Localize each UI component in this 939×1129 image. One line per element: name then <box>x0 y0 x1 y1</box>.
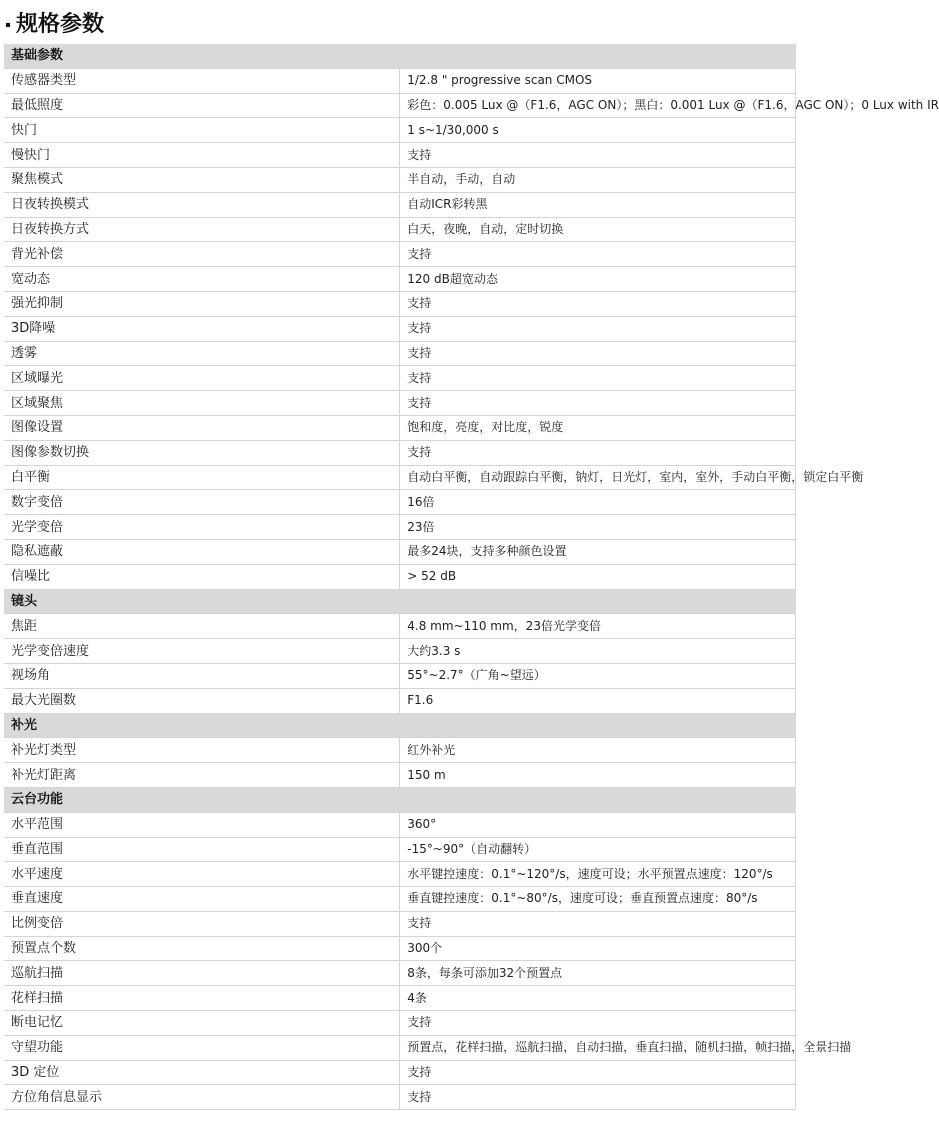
table-row <box>4 242 796 267</box>
table-row <box>4 490 796 515</box>
spec-key: 焦距 <box>4 614 400 639</box>
spec-value: 支持 <box>400 1085 796 1110</box>
spec-value: 1 s~1/30,000 s <box>400 118 796 143</box>
table-row <box>4 564 796 589</box>
table-row <box>4 688 796 713</box>
spec-key: 水平范围 <box>4 812 400 837</box>
section-title: 镜头 <box>4 589 796 614</box>
spec-key: 巡航扫描 <box>4 961 400 986</box>
title-bullet <box>6 23 10 27</box>
spec-value: 最多24块，支持多种颜色设置 <box>400 539 796 564</box>
spec-value: 预置点，花样扫描，巡航扫描，自动扫描，垂直扫描，随机扫描，帧扫描，全景扫描 <box>400 1035 796 1060</box>
table-row <box>4 936 796 961</box>
table-row <box>4 614 796 639</box>
spec-key: 背光补偿 <box>4 242 400 267</box>
table-row <box>4 837 796 862</box>
spec-value: 垂直键控速度：0.1°~80°/s，速度可设；垂直预置点速度：80°/s <box>400 887 796 912</box>
spec-key: 日夜转换方式 <box>4 217 400 242</box>
section-header <box>4 44 796 68</box>
spec-value: 55°~2.7°（广角~望远） <box>400 663 796 688</box>
table-row <box>4 167 796 192</box>
spec-key: 区域聚焦 <box>4 391 400 416</box>
spec-key: 水平速度 <box>4 862 400 887</box>
page-title-text: 规格参数 <box>16 12 105 37</box>
spec-value: 支持 <box>400 242 796 267</box>
spec-value: 白天，夜晚，自动，定时切换 <box>400 217 796 242</box>
table-row <box>4 986 796 1011</box>
spec-table-body <box>4 44 939 1110</box>
spec-key: 聚焦模式 <box>4 167 400 192</box>
table-row <box>4 539 796 564</box>
table-row <box>4 366 796 391</box>
table-row <box>4 316 796 341</box>
table-row <box>4 911 796 936</box>
spec-key: 慢快门 <box>4 143 400 168</box>
spec-key: 图像设置 <box>4 415 400 440</box>
spec-value: 自动白平衡，自动跟踪白平衡，钠灯，日光灯，室内，室外，手动白平衡，锁定白平衡 <box>400 465 796 490</box>
section-title: 云台功能 <box>4 787 796 812</box>
table-row <box>4 391 796 416</box>
table-row <box>4 68 796 93</box>
spec-key: 补光灯距离 <box>4 763 400 788</box>
spec-value: 8条，每条可添加32个预置点 <box>400 961 796 986</box>
spec-value: 饱和度，亮度，对比度，锐度 <box>400 415 796 440</box>
spec-key: 最大光圈数 <box>4 688 400 713</box>
table-row <box>4 93 796 118</box>
spec-key: 方位角信息显示 <box>4 1085 400 1110</box>
spec-key: 日夜转换模式 <box>4 192 400 217</box>
section-title: 基础参数 <box>4 44 796 68</box>
spec-value: 支持 <box>400 291 796 316</box>
spec-value: 300个 <box>400 936 796 961</box>
section-header <box>4 713 796 738</box>
spec-value: 150 m <box>400 763 796 788</box>
table-row <box>4 192 796 217</box>
spec-value: F1.6 <box>400 688 796 713</box>
section-header <box>4 787 796 812</box>
table-row <box>4 143 796 168</box>
spec-key: 视场角 <box>4 663 400 688</box>
spec-value: 半自动，手动，自动 <box>400 167 796 192</box>
spec-key: 快门 <box>4 118 400 143</box>
spec-key: 3D降噪 <box>4 316 400 341</box>
spec-key: 垂直范围 <box>4 837 400 862</box>
table-row <box>4 1085 796 1110</box>
spec-value: 支持 <box>400 1011 796 1036</box>
table-row <box>4 738 796 763</box>
spec-key: 光学变倍速度 <box>4 639 400 664</box>
spec-value: 360° <box>400 812 796 837</box>
spec-value: 4.8 mm~110 mm，23倍光学变倍 <box>400 614 796 639</box>
spec-key: 图像参数切换 <box>4 440 400 465</box>
spec-value: 大约3.3 s <box>400 639 796 664</box>
spec-value: 水平键控速度：0.1°~120°/s，速度可设；水平预置点速度：120°/s <box>400 862 796 887</box>
page-title <box>4 8 104 42</box>
table-row <box>4 465 796 490</box>
spec-key: 补光灯类型 <box>4 738 400 763</box>
table-row <box>4 440 796 465</box>
table-row <box>4 415 796 440</box>
spec-key: 数字变倍 <box>4 490 400 515</box>
spec-key: 光学变倍 <box>4 515 400 540</box>
spec-key: 守望功能 <box>4 1035 400 1060</box>
spec-value: 支持 <box>400 391 796 416</box>
spec-value: 支持 <box>400 440 796 465</box>
spec-key: 最低照度 <box>4 93 400 118</box>
spec-value: 23倍 <box>400 515 796 540</box>
spec-key: 垂直速度 <box>4 887 400 912</box>
spec-key: 花样扫描 <box>4 986 400 1011</box>
spec-key: 隐私遮蔽 <box>4 539 400 564</box>
spec-value: 4条 <box>400 986 796 1011</box>
spec-value: 自动ICR彩转黑 <box>400 192 796 217</box>
table-row <box>4 291 796 316</box>
spec-key: 宽动态 <box>4 267 400 292</box>
table-row <box>4 862 796 887</box>
spec-value: > 52 dB <box>400 564 796 589</box>
table-row <box>4 812 796 837</box>
spec-key: 预置点个数 <box>4 936 400 961</box>
spec-value: 红外补光 <box>400 738 796 763</box>
spec-value: 彩色：0.005 Lux @（F1.6，AGC ON）；黑白：0.001 Lux @（F1.6，AGC ON）；0 Lux with IR <box>400 93 796 118</box>
spec-key: 白平衡 <box>4 465 400 490</box>
table-row <box>4 267 796 292</box>
table-row <box>4 1035 796 1060</box>
spec-value: 120 dB超宽动态 <box>400 267 796 292</box>
table-row <box>4 961 796 986</box>
spec-key: 传感器类型 <box>4 68 400 93</box>
table-row <box>4 1060 796 1085</box>
section-header <box>4 589 796 614</box>
spec-key: 3D 定位 <box>4 1060 400 1085</box>
spec-key: 强光抑制 <box>4 291 400 316</box>
spec-key: 断电记忆 <box>4 1011 400 1036</box>
table-row <box>4 341 796 366</box>
spec-value: 支持 <box>400 911 796 936</box>
section-title: 补光 <box>4 713 796 738</box>
spec-key: 区域曝光 <box>4 366 400 391</box>
spec-value: 支持 <box>400 341 796 366</box>
spec-value: 1/2.8 " progressive scan CMOS <box>400 68 796 93</box>
table-row <box>4 663 796 688</box>
table-row <box>4 1011 796 1036</box>
table-row <box>4 515 796 540</box>
spec-table <box>4 44 939 1110</box>
spec-key: 透雾 <box>4 341 400 366</box>
table-row <box>4 887 796 912</box>
table-row <box>4 118 796 143</box>
table-row <box>4 763 796 788</box>
spec-value: -15°~90°（自动翻转） <box>400 837 796 862</box>
spec-key: 比例变倍 <box>4 911 400 936</box>
spec-value: 支持 <box>400 143 796 168</box>
spec-key: 信噪比 <box>4 564 400 589</box>
spec-value: 支持 <box>400 1060 796 1085</box>
spec-value: 支持 <box>400 316 796 341</box>
table-row <box>4 639 796 664</box>
spec-value: 16倍 <box>400 490 796 515</box>
table-row <box>4 217 796 242</box>
spec-value: 支持 <box>400 366 796 391</box>
